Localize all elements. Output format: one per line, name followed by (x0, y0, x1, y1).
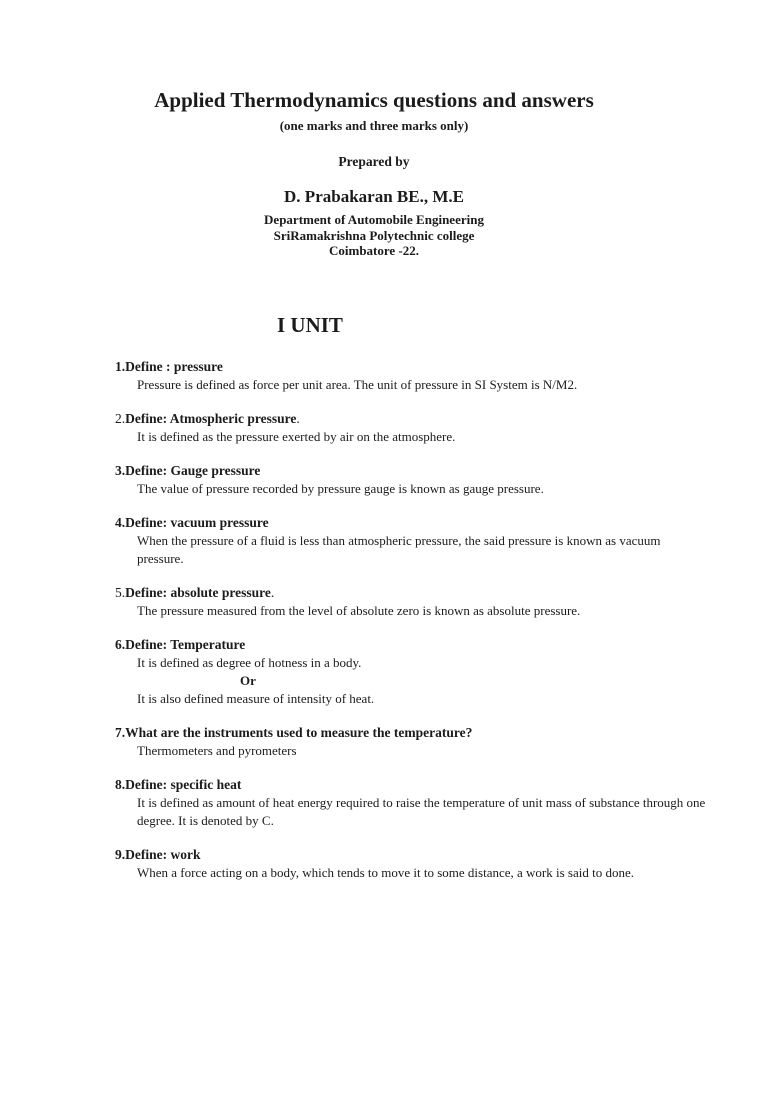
question-heading (115, 846, 706, 864)
question-answer: It is defined as amount of heat energy required to raise the temperature of unit mass of substance through one degree. It is denoted by C. (137, 794, 706, 828)
author-location: Coimbatore -22. (328, 243, 420, 258)
question-answer: The value of pressure recorded by pressure gauge is known as gauge pressure. (137, 480, 544, 496)
question-item-2 (115, 410, 706, 446)
question-answer: Pressure is defined as force per unit area. The unit of pressure in SI System is N/M2. (137, 376, 578, 392)
question-title: Define: Atmospheric pressure (125, 410, 297, 426)
question-answer: It is defined as degree of hotness in a body. (137, 654, 362, 670)
question-title: What are the instruments used to measure the temperature? (125, 724, 473, 740)
question-number: 7. (115, 724, 126, 740)
question-suffix: . (270, 584, 275, 600)
document-title: Applied Thermodynamics questions and answers (154, 88, 594, 112)
question-heading (115, 514, 706, 532)
question-title: Define: vacuum pressure (125, 514, 269, 530)
question-item-8 (115, 776, 706, 830)
question-number: 5. (115, 584, 126, 600)
question-title: Define: Gauge pressure (125, 462, 261, 478)
question-answer: It is defined as the pressure exerted by air on the atmosphere. (137, 428, 456, 444)
question-heading (115, 358, 706, 376)
document-page (0, 88, 768, 1112)
document-subtitle: (one marks and three marks only) (279, 118, 469, 133)
question-number: 1. (115, 358, 126, 374)
author-institution: SriRamakrishna Polytechnic college (273, 227, 475, 243)
question-answer: When a force acting on a body, which tends to move it to some distance, a work is said to done. (137, 864, 635, 880)
question-item-7 (115, 724, 706, 760)
question-heading (115, 462, 706, 480)
question-heading (115, 724, 706, 742)
question-title: Define: work (125, 846, 201, 862)
question-title: Define : pressure (125, 358, 223, 374)
or-separator: Or (240, 672, 256, 688)
question-item-4 (115, 514, 706, 568)
question-list (115, 358, 706, 882)
question-number: 3. (115, 462, 126, 478)
question-title: Define: absolute pressure (125, 584, 271, 600)
question-answer-alt: It is also defined measure of intensity of heat. (137, 690, 375, 706)
question-answer: When the pressure of a fluid is less than atmospheric pressure, the said pressure is known as vacuum pressure. (137, 532, 661, 566)
question-title: Define: specific heat (125, 776, 242, 792)
question-heading (115, 636, 706, 654)
question-item-3 (115, 462, 706, 498)
question-item-6 (115, 636, 706, 708)
question-answer: The pressure measured from the level of absolute zero is known as absolute pressure. (137, 602, 581, 618)
unit-heading: I UNIT (277, 312, 343, 337)
question-heading (115, 584, 706, 602)
question-suffix: . (296, 410, 300, 426)
question-title: Define: Temperature (125, 636, 246, 652)
question-number: 6. (115, 636, 126, 652)
question-number: 8. (115, 776, 126, 792)
question-item-9 (115, 846, 706, 882)
document-header (50, 88, 698, 259)
author-name: D. Prabakaran BE., M.E (284, 187, 464, 206)
question-number: 4. (115, 514, 126, 530)
question-item-1 (115, 358, 706, 394)
question-number: 9. (115, 846, 126, 862)
question-item-5 (115, 584, 706, 620)
author-department: Department of Automobile Engineering (264, 212, 484, 227)
question-number: 2. (115, 410, 126, 426)
question-answer: Thermometers and pyrometers (137, 742, 297, 758)
question-heading (115, 776, 706, 794)
question-heading (115, 410, 706, 428)
prepared-by-label: Prepared by (338, 154, 410, 169)
